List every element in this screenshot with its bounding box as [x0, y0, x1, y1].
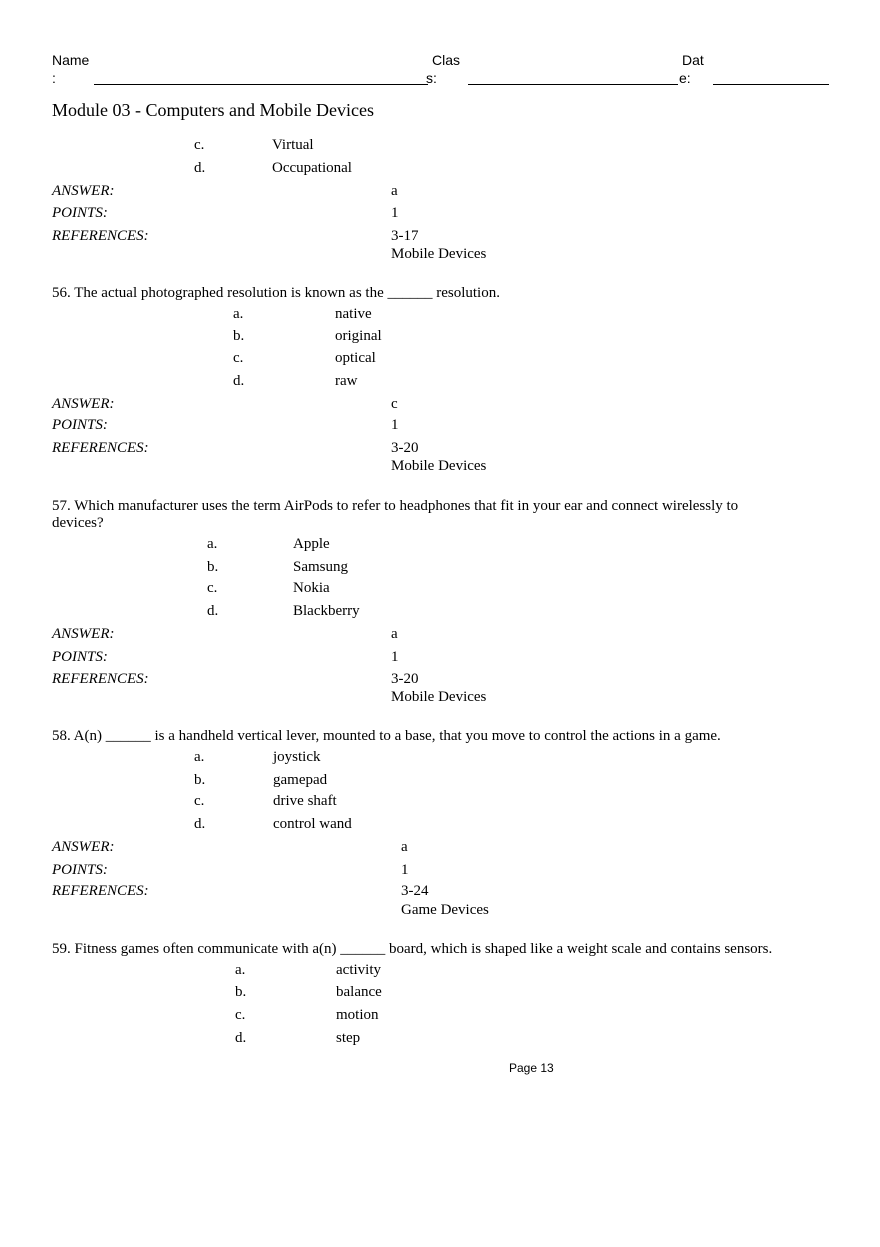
q57-answer-label: ANSWER:: [52, 626, 115, 642]
q58-question: 58. A(n) ______ is a handheld vertical lever, mounted to a base, that you move to control the actions in a game.: [52, 728, 721, 744]
q55-points-label: POINTS:: [52, 205, 108, 221]
name-underline: [94, 84, 428, 85]
q57-option-d-letter: d.: [207, 603, 219, 619]
q57-option-a-text: Apple: [293, 536, 330, 552]
q55-ref-page: 3-17: [391, 228, 419, 244]
q59-option-a-letter: a.: [235, 962, 246, 978]
q56-option-a-letter: a.: [233, 306, 244, 322]
module-title: Module 03 - Computers and Mobile Devices: [52, 100, 374, 120]
q59-option-a-text: activity: [336, 962, 381, 978]
q55-answer-value: a: [391, 183, 398, 199]
q56-points-value: 1: [391, 417, 399, 433]
q58-ref-topic: Game Devices: [401, 902, 489, 918]
date-label-colon: e:: [679, 70, 691, 86]
q58-option-d-text: control wand: [273, 816, 352, 832]
q58-option-c-letter: c.: [194, 793, 205, 809]
q56-option-d-letter: d.: [233, 373, 245, 389]
q56-question: 56. The actual photographed resolution is known as the ______ resolution.: [52, 285, 500, 301]
q57-option-d-text: Blackberry: [293, 603, 360, 619]
q59-option-c-text: motion: [336, 1007, 379, 1023]
q55-references-label: REFERENCES:: [52, 228, 149, 244]
q57-option-c-letter: c.: [207, 580, 218, 596]
q56-points-label: POINTS:: [52, 417, 108, 433]
q55-option-d-text: Occupational: [272, 160, 352, 176]
q56-answer-label: ANSWER:: [52, 396, 115, 412]
q55-option-d-letter: d.: [194, 160, 206, 176]
q55-answer-label: ANSWER:: [52, 183, 115, 199]
class-underline: [468, 84, 678, 85]
q57-ref-page: 3-20: [391, 671, 419, 687]
q58-points-label: POINTS:: [52, 862, 108, 878]
q55-ref-topic: Mobile Devices: [391, 246, 487, 262]
q56-option-d-text: raw: [335, 373, 358, 389]
q59-option-c-letter: c.: [235, 1007, 246, 1023]
q59-option-d-text: step: [336, 1030, 361, 1046]
q58-ref-page: 3-24: [401, 883, 429, 899]
q57-points-value: 1: [391, 649, 399, 665]
q58-option-b-text: gamepad: [273, 772, 328, 788]
name-label: Name: [52, 52, 90, 68]
name-label-colon: :: [52, 70, 56, 86]
q59-question: 59. Fitness games often communicate with a(n) ______ board, which is shaped like a weight scale and contains sensors.: [52, 941, 773, 957]
page-number: Page 13: [509, 1061, 554, 1075]
q57-ref-topic: Mobile Devices: [391, 689, 487, 705]
q55-points-value: 1: [391, 205, 399, 221]
q56-answer-value: c: [391, 396, 398, 412]
q56-option-c-text: optical: [335, 350, 376, 366]
q56-ref-topic: Mobile Devices: [391, 458, 487, 474]
q58-answer-label: ANSWER:: [52, 839, 115, 855]
q57-option-c-text: Nokia: [293, 580, 330, 596]
q58-option-d-letter: d.: [194, 816, 206, 832]
q58-references-label: REFERENCES:: [52, 883, 149, 899]
q59-option-d-letter: d.: [235, 1030, 247, 1046]
q57-points-label: POINTS:: [52, 649, 108, 665]
q56-option-b-letter: b.: [233, 328, 245, 344]
q56-ref-page: 3-20: [391, 440, 419, 456]
q56-option-c-letter: c.: [233, 350, 244, 366]
class-label-colon: s:: [426, 70, 437, 86]
q57-question-line1: 57. Which manufacturer uses the term AirPods to refer to headphones that fit in your ear and connect wirelessly to: [52, 498, 739, 514]
q56-option-b-text: original: [335, 328, 382, 344]
q57-option-b-text: Samsung: [293, 559, 349, 575]
q58-option-b-letter: b.: [194, 772, 206, 788]
q57-answer-value: a: [391, 626, 398, 642]
q58-option-a-letter: a.: [194, 749, 205, 765]
q57-question-line2: devices?: [52, 515, 104, 531]
q55-option-c-letter: c.: [194, 137, 205, 153]
q57-option-b-letter: b.: [207, 559, 219, 575]
q57-references-label: REFERENCES:: [52, 671, 149, 687]
q56-option-a-text: native: [335, 306, 372, 322]
q57-option-a-letter: a.: [207, 536, 218, 552]
q58-option-c-text: drive shaft: [273, 793, 337, 809]
q55-option-c-text: Virtual: [272, 137, 314, 153]
q59-option-b-letter: b.: [235, 984, 247, 1000]
class-label: Clas: [432, 52, 461, 68]
date-label: Dat: [682, 52, 704, 68]
q58-option-a-text: joystick: [273, 749, 321, 765]
q59-option-b-text: balance: [336, 984, 382, 1000]
q56-references-label: REFERENCES:: [52, 440, 149, 456]
date-underline: [713, 84, 829, 85]
q58-answer-value: a: [401, 839, 408, 855]
q58-points-value: 1: [401, 862, 409, 878]
